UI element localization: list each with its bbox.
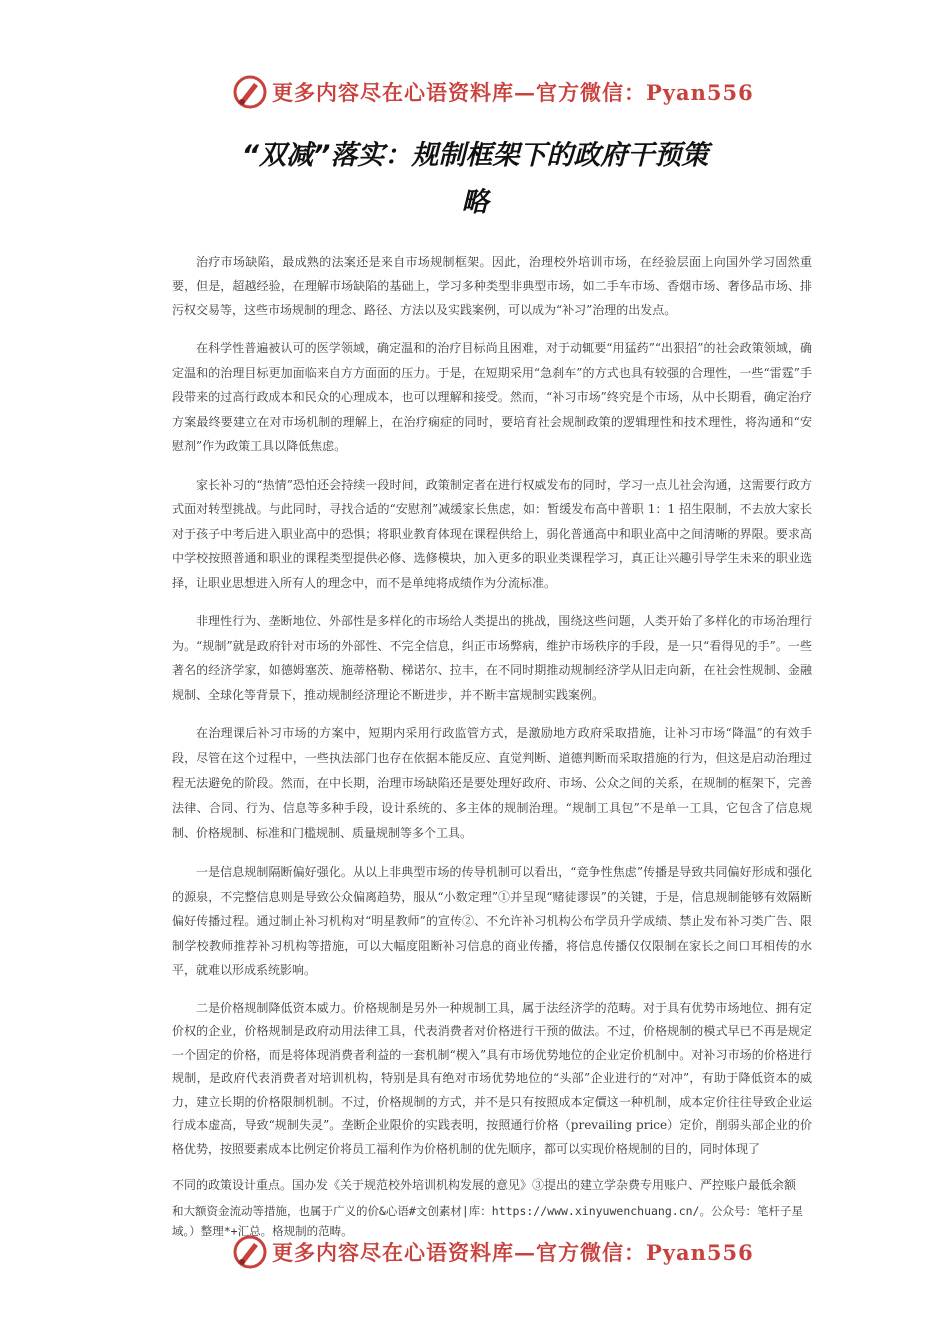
header-banner [232, 72, 754, 112]
paragraph-5: 在治理课后补习市场的方案中，短期内采用行政监管方式，是激励地方政府采取措施，让补习市场“降温”的有效手段，尽管在这个过程中，一些执法部门也存在依据本能反应、直觉判断、道德判断而采取措施的行为，但这是启动治理过程无法避免的阶段。然而，在中长期，治理市场缺陷还是要处理好政府、市场、公众之间的关系，在规制的框架下，完善法律、合同、行为、信息等多种手段，设计系统的、多主体的规制治理。“规制工具包”不是单一工具，它包含了信息规制、价格规制、标准和门槛规制、质量规制等多个工具。 [172, 726, 812, 840]
title-line-1: “双减”落实：规制框架下的政府干预策 [241, 140, 709, 171]
paragraph-7: 二是价格规制降低资本威力。价格规制是另外一种规制工具，属于法经济学的范畴。对于具有优势市场地位、拥有定价权的企业，价格规制是政府动用法律工具，代表消费者对价格进行干预的做法。不过，价格规制的模式早已不再是规定一个固定的价格，而是将体现消费者利益的一套机制“楔入”具有市场优势地位的企业定价机制中。对补习市场的价格进行规制，是政府代表消费者对培训机构，特别是具有绝对市场优势地位的“头部”企业进行的“对冲”，有助于降低资本的威力，建立长期的价格限制机制。不过，价格规制的方式，并不是只有按照成本定價这一种机制，成本定价往往导致企业运行成本虚高，导致“规制失灵”。垄断企业限价的实践表明，按照通行价格（prevailing price）定价，削弱头部企业的价格优势，按照要素成本比例定价将员工福利作为价格机制的优先顺序，都可以实现价格规制的目的，同时体现了 [172, 1000, 812, 1156]
title-line-2: 略 [461, 187, 489, 218]
paragraph-1: 治疗市场缺陷，最成熟的法案还是来自市场规制框架。因此，治理校外培训市场，在经验层面上向国外学习固然重要，但是，超越经验，在理解市场缺陷的基础上，学习多种类型非典型市场，如二手车市场、香烟市场、奢侈品市场、排污权交易等，这些市场规制的理念、路径、方法以及实践案例，可以成为“补习”治理的出发点。 [172, 255, 812, 317]
footer-banner [232, 1232, 754, 1272]
paragraph-2: 在科学性普遍被认可的医学领域，确定温和的治疗目标尚且困难，对于动辄要“用猛药”“出狠招”的社会政策领域，确定温和的治理目标更加面临来自方方面面的压力。于是，在短期采用“急刹车”的方式也具有较强的合理性，一些“雷霆”手段带来的过高行政成本和民众的心理成本，也可以理解和接受。然而，“补习市场”终究是个市场，从中长期看，确定治疗方案最终要建立在对市场机制的理解上，在治疗痫症的同时，要培育社会规制政策的逻辑理性和技术理性，将沟通和“安慰剂”作为政策工具以降低焦虑。 [172, 341, 812, 453]
brush-logo-icon [232, 74, 268, 110]
brush-logo-icon [232, 1234, 268, 1270]
tail-line-2: 和大额资金流动等措施，也属于广义的价&心语#文创素材|库：https://www.xinyuwenchuang.cn/。公众号：笔杆子星域。）整理*+汇总。格规制的范畴。 [172, 1204, 803, 1238]
article-body [172, 250, 812, 1241]
footer-banner-text: 更多内容尽在心语资料库—官方微信：Pyan556 [272, 1240, 754, 1265]
header-banner-text: 更多内容尽在心语资料库—官方微信：Pyan556 [272, 80, 754, 105]
tail-line-1: 不同的政策设计重点。国办发《关于规范校外培训机构发展的意见》③提出的建立学杂费专用账户、严控账户最低余额 [172, 1178, 797, 1192]
article-title [180, 132, 770, 226]
paragraph-4: 非理性行为、垄断地位、外部性是多样化的市场给人类提出的挑战，围绕这些问题，人类开始了多样化的市场治理行为。“规制”就是政府针对市场的外部性、不完全信息，纠正市场弊病，维护市场秩序的手段，是一只“看得见的手”。一些著名的经济学家，如德姆塞茨、施蒂格勒、梯诺尔、拉丰，在不同时期推动规制经济学从旧走向新，在社会性规制、金融规制、全球化等背景下，推动规制经济理论不断进步，并不断丰富规制实践案例。 [172, 614, 812, 702]
paragraph-3: 家长补习的“热情”恐怕还会持续一段时间，政策制定者在进行权威发布的同时，学习一点儿社会沟通，这需要行政方式面对转型挑战。与此同时，寻找合适的“安慰剂”减缓家长焦虑，如：暂缓发布高中普职 1：1 招生限制，不去放大家长对于孩子中考后进入职业高中的恐惧；将职业教育体现在课程供给上，弱化普通高中和职业高中之间清晰的界限。要求高中学校按照普通和职业的课程类型提供必修、选修模块，加入更多的职业类课程学习，真正让兴趣引导学生未来的职业选择，让职业思想进入所有人的理念中，而不是单纯将成绩作为分流标准。 [172, 477, 812, 590]
paragraph-6: 一是信息规制隔断偏好强化。从以上非典型市场的传导机制可以看出，“竞争性焦虑”传播是导致共同偏好形成和强化的源泉，不完整信息则是导致公众偏离趋势，服从“小数定理”①并呈现“赌徒谬误”的关键，于是，信息规制能够有效隔断偏好传播过程。通过制止补习机构对“明星教师”的宣传②、不允许补习机构公布学员升学成绩、禁止发布补习类广告、限制学校教师推荐补习机构等措施，可以大幅度阻断补习信息的商业传播，将信息传播仅仅限制在家长之间口耳相传的水平，就难以形成系统影响。 [172, 865, 812, 977]
